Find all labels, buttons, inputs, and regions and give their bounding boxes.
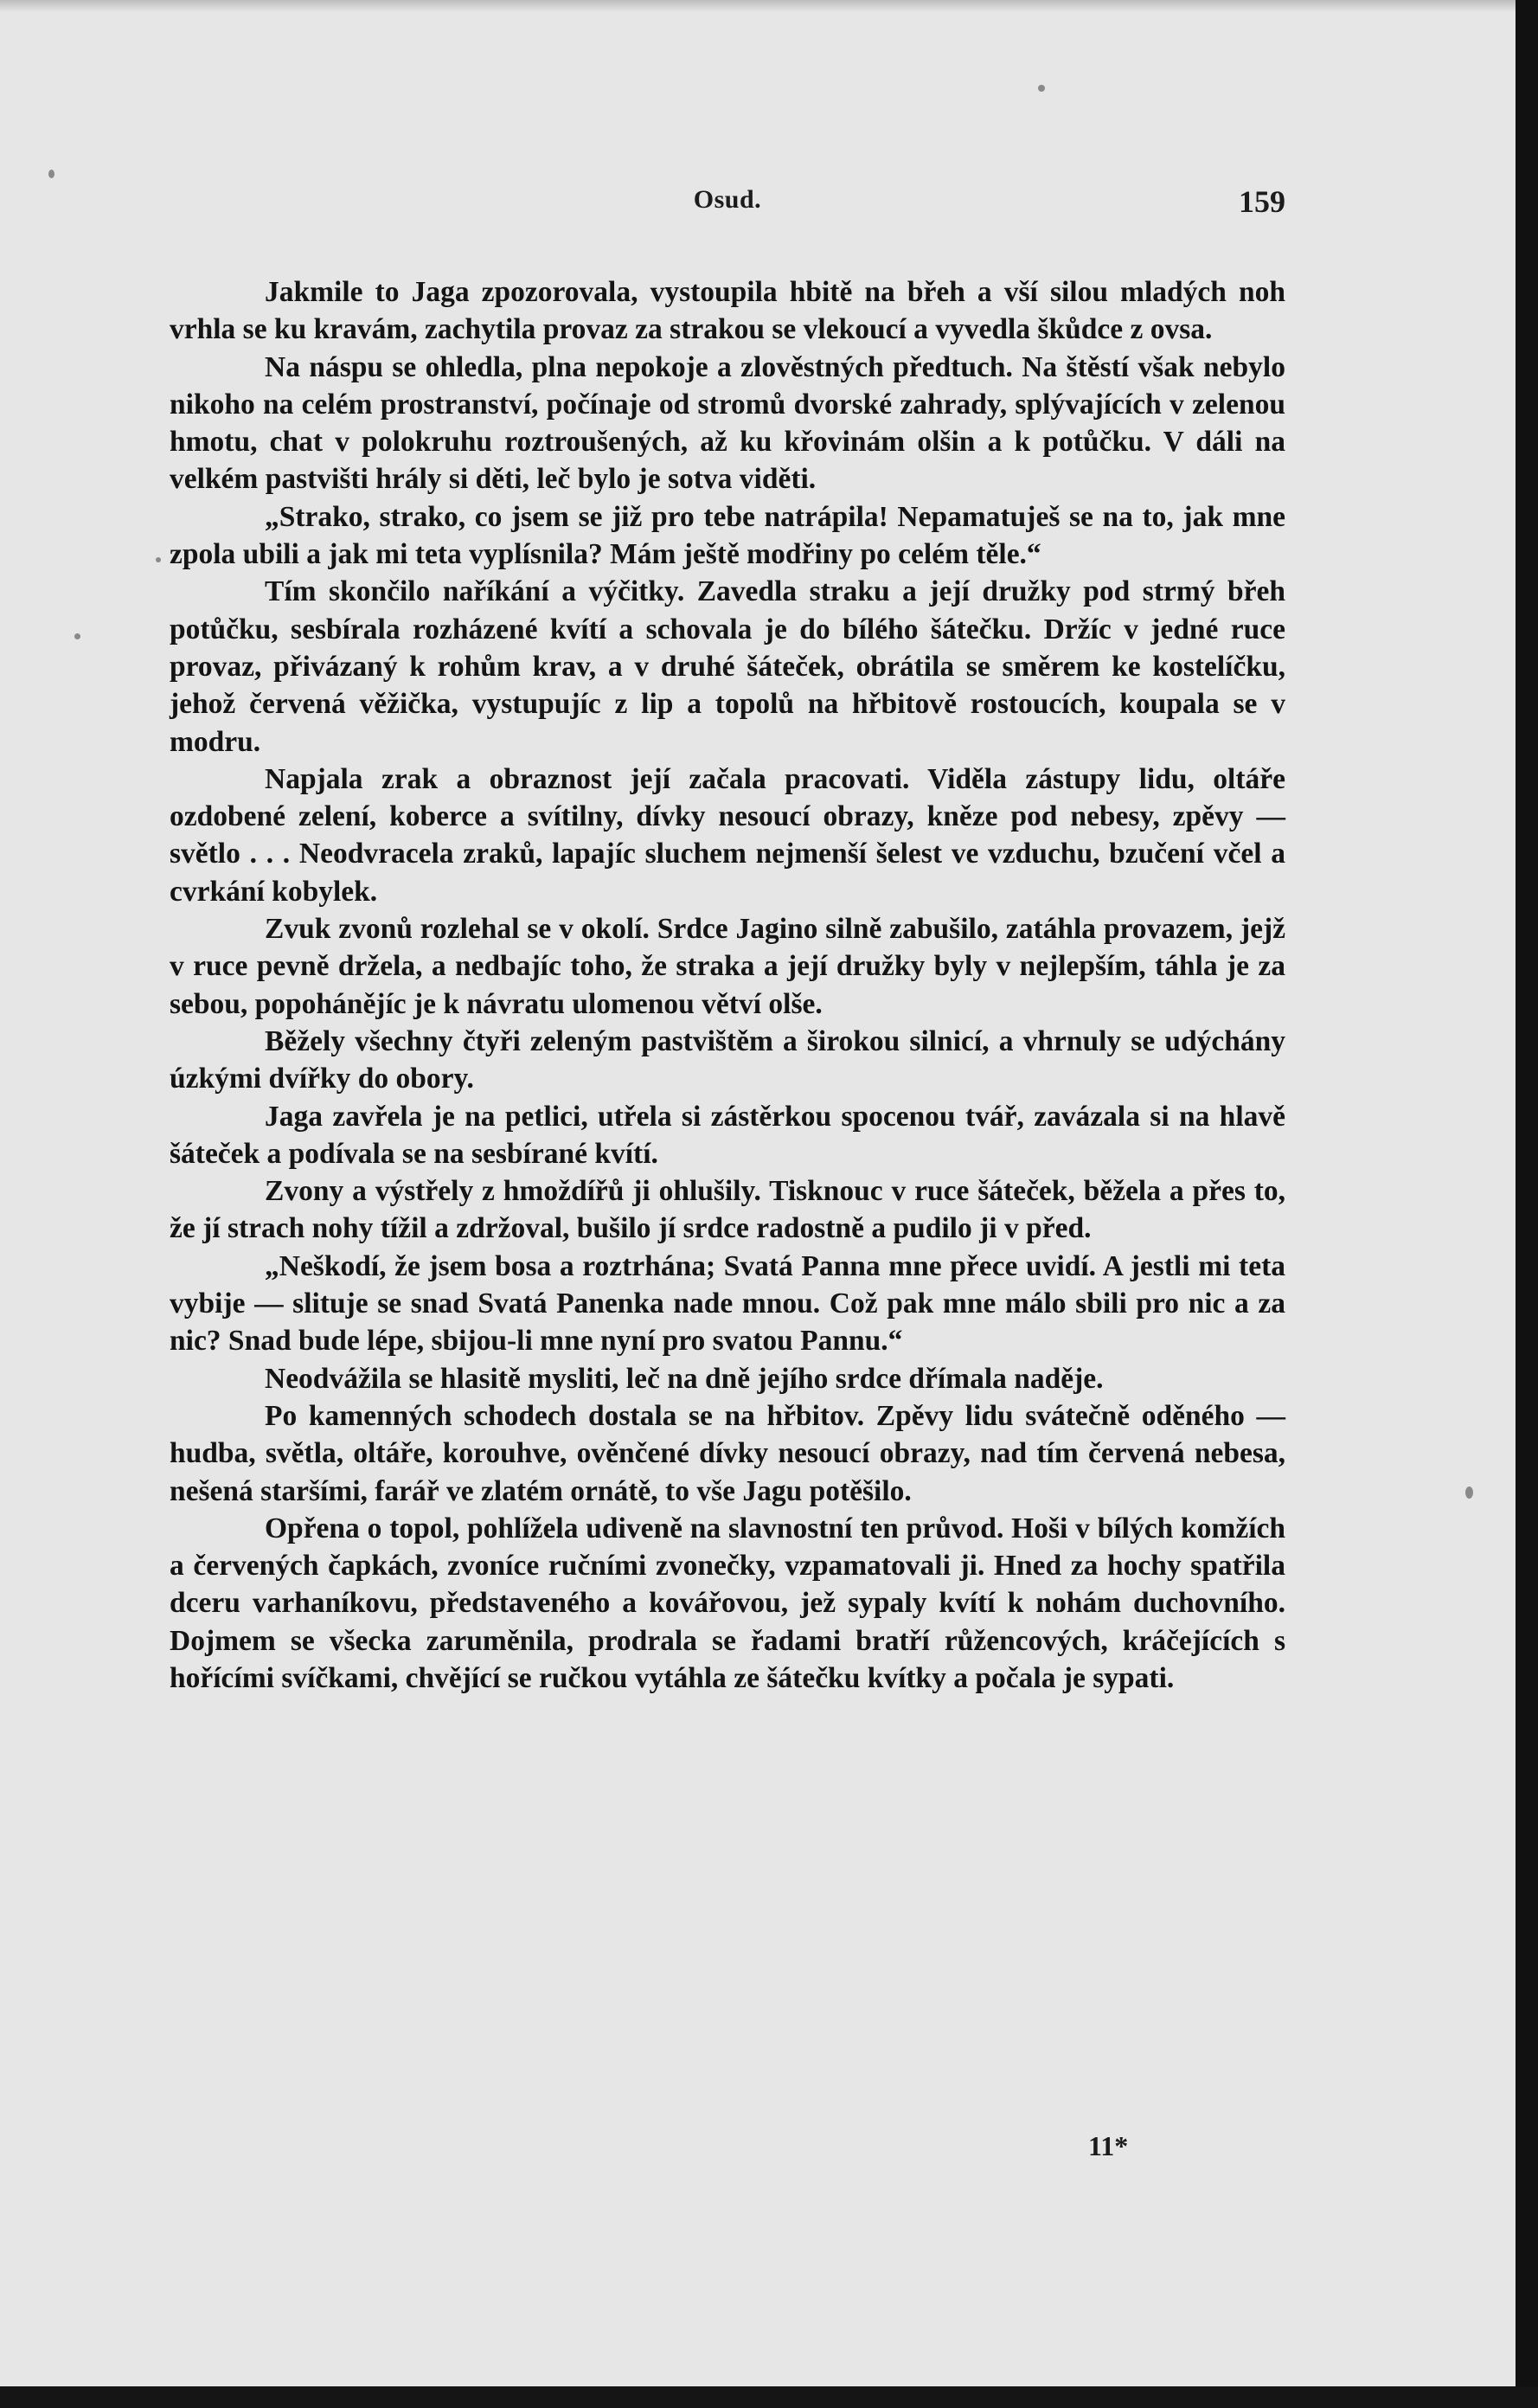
page-number: 159 [1239,184,1285,219]
paragraph: Běžely všechny čtyři zeleným pastvištěm a širokou silnicí, a vhrnuly se udýchány úzkými dvířky do obory. [170,1024,1285,1095]
paper-speck [1038,85,1045,92]
paragraph: „Neškodí, že jsem bosa a roztrhána; Svatá Panna mne přece uvidí. A jestli mi teta vybije — slituje se snad Svatá Panenka nade mnou. Což pak mne málo sbili pro nic a za nic? Snad bude lépe, sbijou-li mne nyní pro svatou Pannu.“ [170,1249,1285,1358]
paragraph: Zvony a výstřely z hmoždířů ji ohlušily. Tisknouc v ruce šáteček, běžela a přes to, že jí strach nohy tížil a zdržoval, bušilo jí srdce radostně a pudilo ji v před. [170,1175,1285,1245]
paper-speck [1465,1487,1473,1499]
paper-speck [74,633,80,639]
body-text [170,273,1285,1697]
signature-mark: 11* [1088,2130,1129,2161]
paragraph: Tím skončilo naříkání a výčitky. Zavedla straku a její družky pod strmý břeh potůčku, sesbírala rozházené kvítí a schovala je do bílého šátečku. Držíc v jedné ruce provaz, přivázaný k rohům krav, a v druhé šáteček, obrátila se směrem ke kostelíčku, jehož červená věžička, vystupujíc z lip a topolů na hřbitově rostoucích, koupala se v modru. [170,575,1285,758]
paragraph: Napjala zrak a obraznost její začala pracovati. Viděla zástupy lidu, oltáře ozdobené zelení, koberce a svítilny, dívky nesoucí obrazy, kněze pod nebesy, zpěvy — světlo . . . Neodvracela zraků, lapajíc sluchem nejmenší šelest ve vzduchu, bzučení včel a cvrkání kobylek. [170,762,1285,908]
paper-speck [48,170,54,178]
page-edge-shadow [1516,0,1538,2408]
paragraph: Neodvážila se hlasitě mysliti, leč na dně jejího srdce dřímala naděje. [265,1362,1104,1395]
paragraph: Jaga zavřela je na petlici, utřela si zástěrkou spocenou tvář, zavázala si na hlavě šáteček a podívala se na sesbírané kvítí. [170,1100,1285,1170]
paper-speck [156,557,161,562]
page-header [170,185,1285,228]
page-bottom-shadow [0,2386,1538,2408]
page-top-shadow [0,0,1516,12]
paragraph: Po kamenných schodech dostala se na hřbitov. Zpěvy lidu svátečně oděného — hudba, světla, oltáře, korouhve, ověnčené dívky nesoucí obrazy, nad tím červená nebesa, nešená staršími, farář ve zlatém ornátě, to vše Jagu potěšilo. [170,1399,1285,1507]
paragraph: Na náspu se ohledla, plna nepokoje a zlověstných předtuch. Na štěstí však nebylo nikoho na celém prostranství, počínaje od stromů dvorské zahrady, splývajících v zelenou hmotu, chat v polokruhu roztroušených, až ku křovinám olšin a k potůčku. V dáli na velkém pastvišti hrály si děti, leč bylo je sotva viděti. [170,350,1285,496]
paragraph: „Strako, strako, co jsem se již pro tebe natrápila! Nepamatuješ se na to, jak mne zpola ubili a jak mi teta vyplísnila? Mám ještě modřiny po celém těle.“ [170,500,1285,571]
running-title: Osud. [693,185,762,214]
paragraph: Zvuk zvonů rozlehal se v okolí. Srdce Jagino silně zabušilo, zatáhla provazem, jejž v ruce pevně držela, a nedbajíc toho, že straka a její družky byly v nejlepším, táhla je za sebou, popohánějíc je k návratu ulomenou větví olše. [170,913,1285,1020]
paragraph: Jakmile to Jaga zpozorovala, vystoupila hbitě na břeh a vší silou mladých noh vrhla se ku kravám, zachytila provaz za strakou se vlekoucí a vyvedla škůdce z ovsa. [170,276,1285,346]
paragraph: Opřena o topol, pohlížela udiveně na slavnostní ten průvod. Hoši v bílých komžích a červených čapkách, zvoníce ručními zvonečky, vzpamatovali ji. Hned za hochy spatřila dceru varhaníkovu, představeného a kovářovou, jež sypaly kvítí k nohám duchovního. Dojmem se všecka zaruměnila, prodrala se řadami bratří růžencových, kráčejících s hořícími svíčkami, chvějící se ručkou vytáhla ze šátečku kvítky a počala je sypati. [170,1512,1285,1694]
